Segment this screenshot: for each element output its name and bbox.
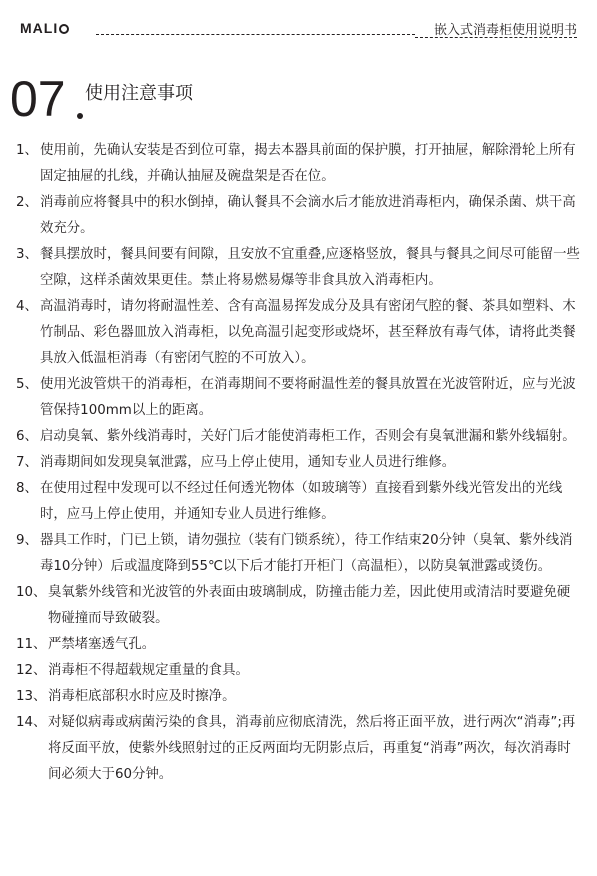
item-text: 启动臭氧、紫外线消毒时，关好门后才能使消毒柜工作，否则会有臭氧泄漏和紫外线辐射。 [40, 429, 576, 444]
list-item [16, 242, 582, 294]
item-text: 餐具摆放时，餐具间要有间隙，且安放不宜重叠,应逐格竖放，餐具与餐具之间尽可能留一些空隙，这样杀菌效果更佳。禁止将易燃易爆等非食具放入消毒柜内。 [40, 247, 580, 288]
item-number: 14、 [16, 715, 47, 730]
item-text: 高温消毒时，请勿将耐温性差、含有高温易挥发成分及具有密闭气腔的餐、茶具如塑料、木竹制品、彩色器皿放入消毒柜，以免高温引起变形或烧坏，甚至释放有毒气体，请将此类餐具放入低温柜消毒（有密闭气腔的不可放入）。 [40, 299, 576, 366]
item-text: 在使用过程中发现可以不经过任何透光物体（如玻璃等）直接看到紫外线光管发出的光线时，应马上停止使用，并通知专业人员进行维修。 [40, 481, 563, 522]
brand-logo [20, 20, 69, 36]
item-number: 13、 [16, 689, 47, 704]
list-item [16, 658, 582, 684]
item-number: 1、 [16, 143, 38, 158]
header-dashed-line [96, 34, 415, 35]
page-header [0, 0, 597, 50]
item-text: 严禁堵塞透气孔。 [48, 637, 156, 652]
list-item [16, 580, 582, 632]
item-number: 12、 [16, 663, 47, 678]
section-dot-icon [77, 113, 83, 119]
item-number: 10、 [16, 585, 47, 600]
list-item [16, 476, 582, 528]
brand-logo-text: MALI [20, 20, 59, 36]
list-item [16, 294, 582, 372]
list-item [16, 450, 582, 476]
list-item [16, 632, 582, 658]
list-item [16, 138, 582, 190]
item-number: 5、 [16, 377, 38, 392]
precautions-list [16, 138, 582, 788]
list-item [16, 424, 582, 450]
document-title: 嵌入式消毒柜使用说明书 [433, 23, 577, 38]
item-text: 消毒前应将餐具中的积水倒掉，确认餐具不会滴水后才能放进消毒柜内，确保杀菌、烘干高效充分。 [40, 195, 576, 236]
item-number: 7、 [16, 455, 38, 470]
title-underline [415, 37, 577, 38]
item-text: 使用光波管烘干的消毒柜，在消毒期间不要将耐温性差的餐具放置在光波管附近，应与光波管保持100mm以上的距离。 [40, 377, 576, 418]
item-number: 6、 [16, 429, 38, 444]
list-item [16, 372, 582, 424]
list-item [16, 710, 582, 788]
section-number: 07 [10, 71, 66, 127]
item-text: 对疑似病毒或病菌污染的食具，消毒前应彻底清洗，然后将正面平放，进行两次“消毒”;再将反面平放，使紫外线照射过的正反两面均无阴影点后，再重复“消毒”两次，每次消毒时间必须大于60分钟。 [48, 715, 576, 782]
item-number: 4、 [16, 299, 38, 314]
list-item [16, 528, 582, 580]
item-text: 臭氧紫外线管和光波管的外表面由玻璃制成，防撞击能力差，因此使用或清洁时要避免硬物碰撞而导致破裂。 [48, 585, 571, 626]
item-text: 消毒期间如发现臭氧泄露，应马上停止使用，通知专业人员进行维修。 [40, 455, 456, 470]
item-number: 3、 [16, 247, 38, 262]
list-item [16, 684, 582, 710]
item-number: 2、 [16, 195, 38, 210]
item-number: 8、 [16, 481, 38, 496]
logo-ring-icon [59, 24, 69, 34]
section-title: 使用注意事项 [85, 83, 193, 104]
list-item [16, 190, 582, 242]
item-number: 9、 [16, 533, 38, 548]
item-text: 使用前，先确认安装是否到位可靠，揭去本器具前面的保护膜，打开抽屉，解除滑轮上所有固定抽屉的扎线，并确认抽屉及碗盘架是否在位。 [40, 143, 576, 184]
item-text: 器具工作时，门已上锁，请勿强拉（装有门锁系统），待工作结束20分钟（臭氧、紫外线消毒10分钟）后或温度降到55℃以下后才能打开柜门（高温柜），以防臭氧泄露或烫伤。 [40, 533, 573, 574]
item-text: 消毒柜不得超载规定重量的食具。 [48, 663, 249, 678]
item-text: 消毒柜底部积水时应及时擦净。 [48, 689, 236, 704]
item-number: 11、 [16, 637, 47, 652]
